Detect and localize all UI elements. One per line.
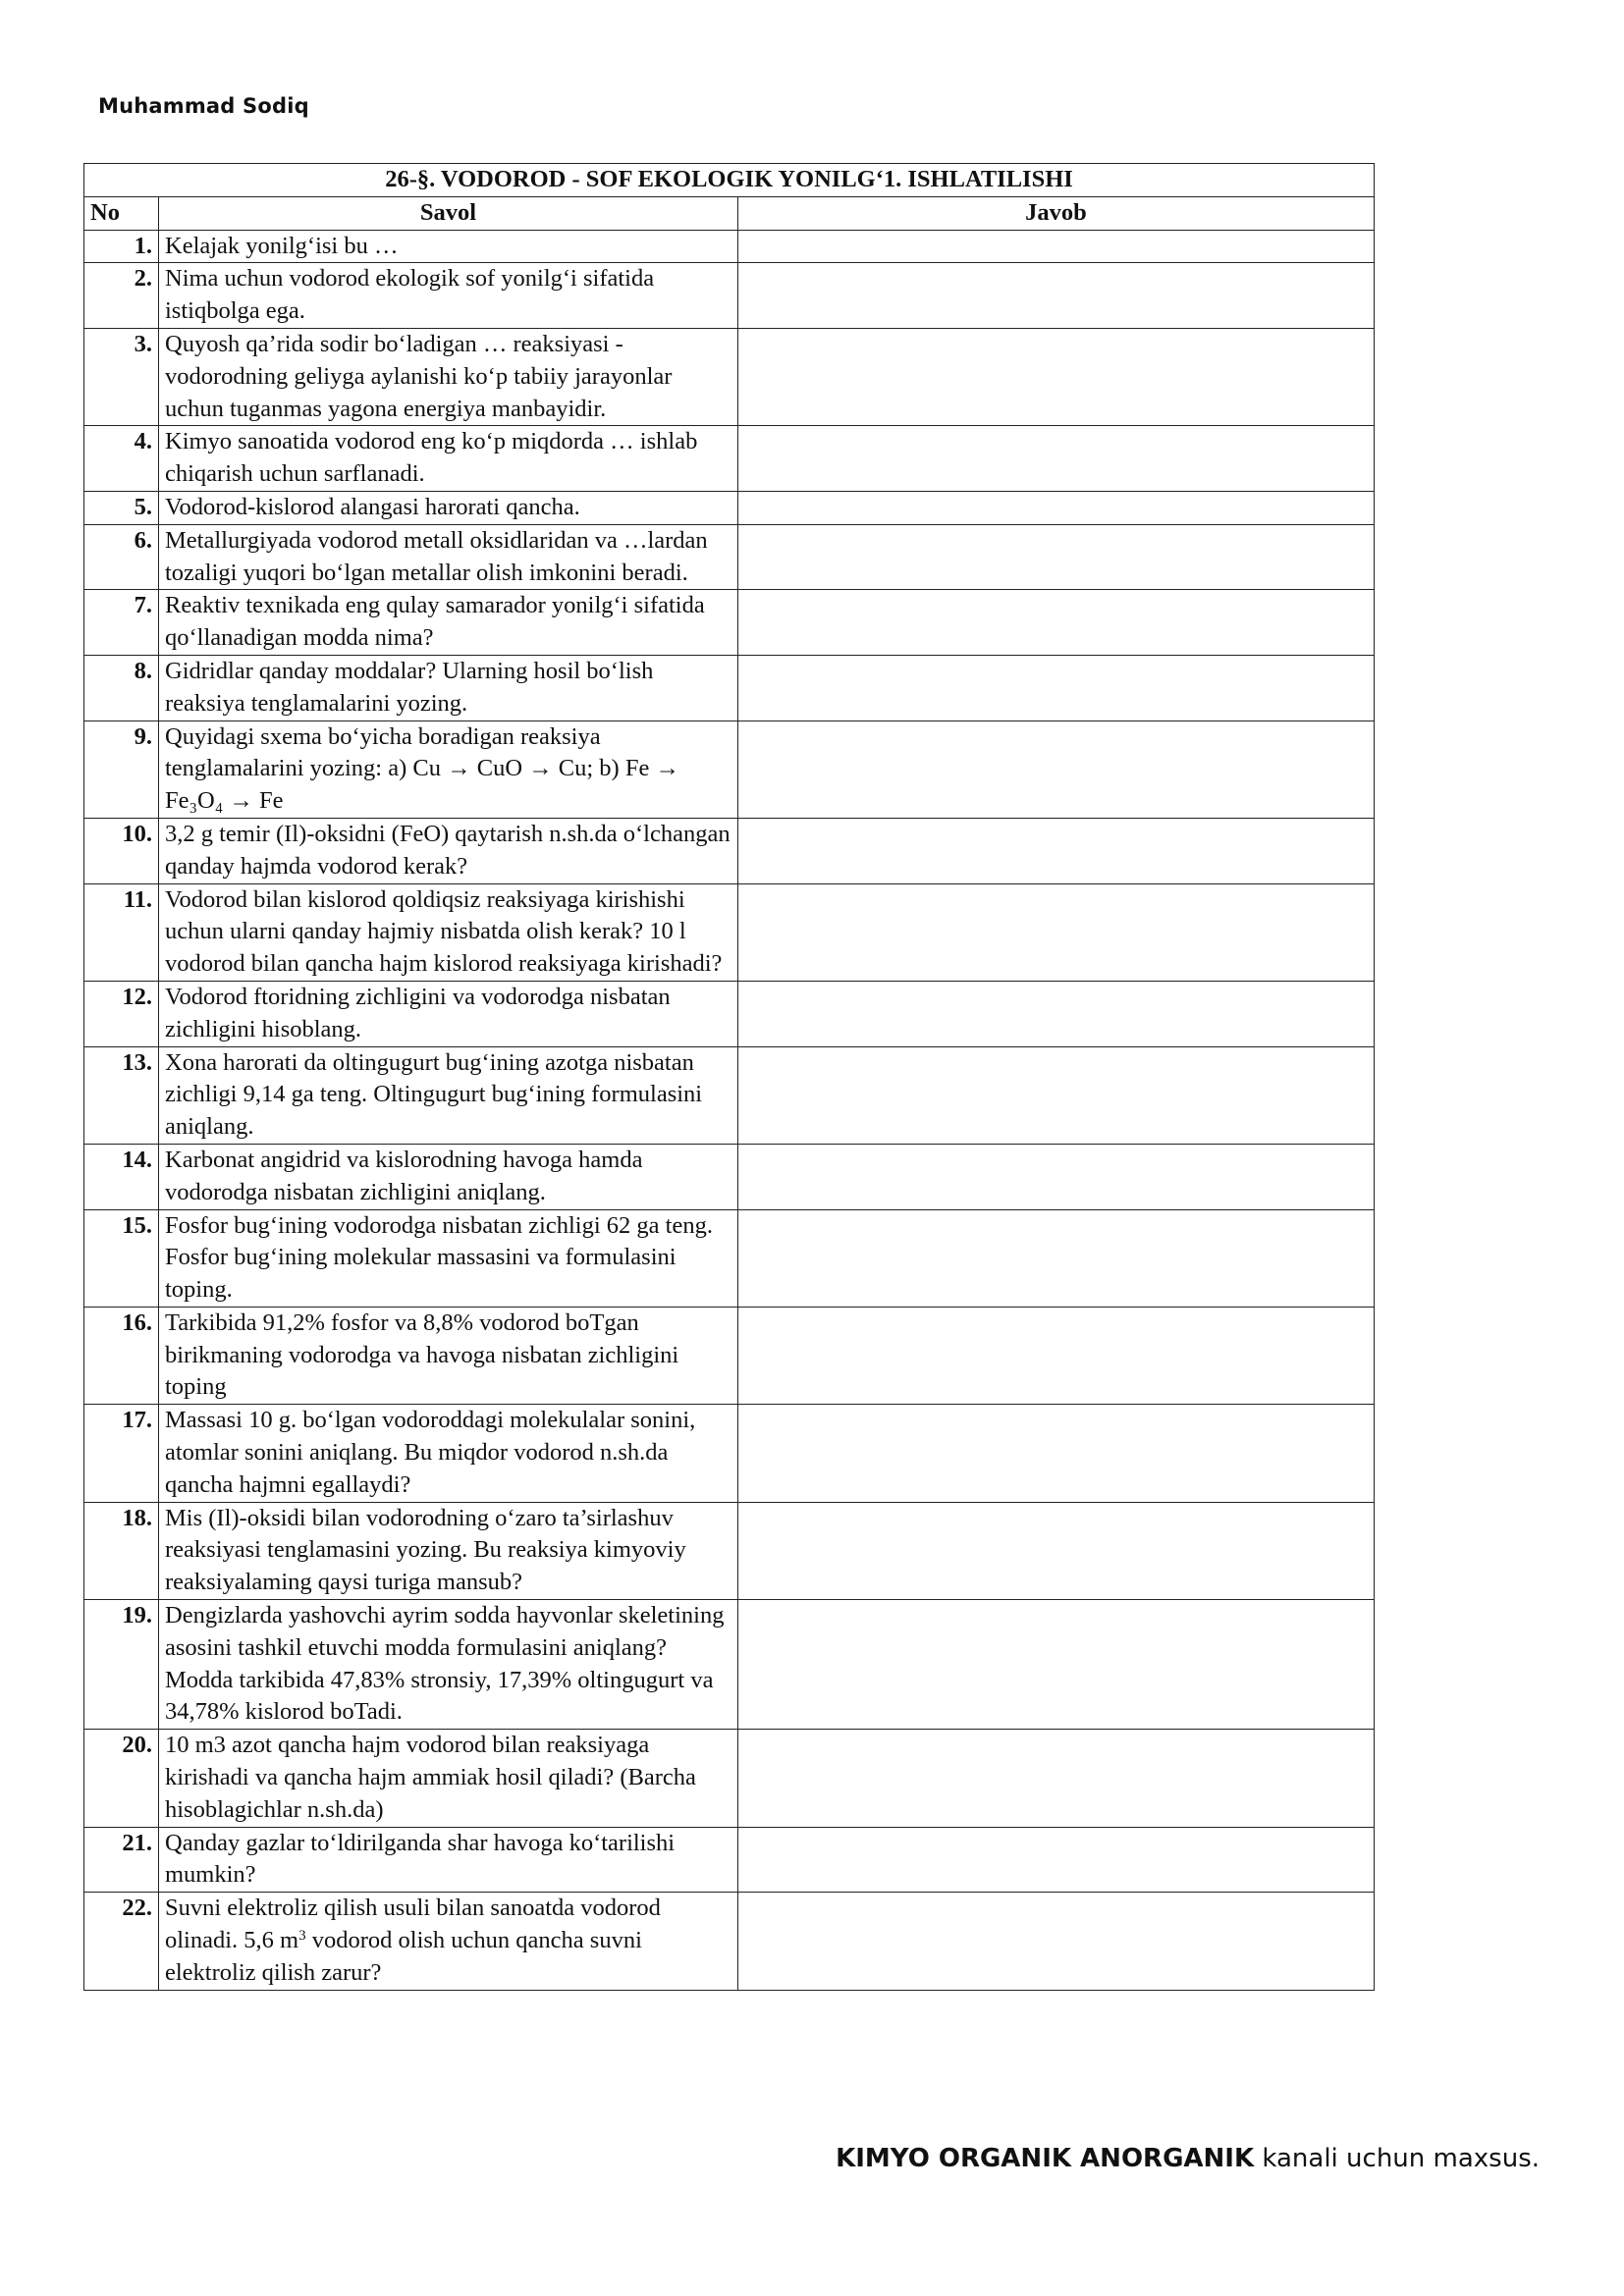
question-number: 12. [84,981,159,1046]
table-row [84,1827,1375,1893]
table-row [84,981,1375,1046]
question-text [159,1893,738,1990]
question-number: 20. [84,1730,159,1827]
author-name: Muhammad Sodiq [98,94,309,118]
answer-cell [738,883,1375,981]
answer-cell [738,426,1375,492]
question-number: 17. [84,1405,159,1502]
table-row [84,1600,1375,1730]
question-text: Fosfor bug‘ining vodorodga nisbatan zichligi 62 ga teng. Fosfor bug‘ining molekular massasini va formulasini toping. [159,1209,738,1307]
question-table [83,163,1375,1991]
question-number: 11. [84,883,159,981]
table-row [84,883,1375,981]
question-text: Reaktiv texnikada eng qulay samarador yonilg‘i sifatida qo‘llanadigan modda nima? [159,590,738,656]
answer-cell [738,981,1375,1046]
question-number: 4. [84,426,159,492]
answer-cell [738,1730,1375,1827]
footer-text: kanali uchun maxsus. [1254,2144,1540,2173]
question-text: Massasi 10 g. bo‘lgan vodoroddagi molekulalar sonini, atomlar sonini aniqlang. Bu miqdor vodorod n.sh.da qancha hajmni egallaydi? [159,1405,738,1502]
question-text: 3,2 g temir (Il)-oksidni (FeO) qaytarish n.sh.da o‘lchangan qanday hajmda vodorod kerak? [159,818,738,883]
table-row [84,1730,1375,1827]
question-text: Quyosh qa’rida sodir bo‘ladigan … reaksiyasi - vodorodning geliyga aylanishi ko‘p tabiiy jarayonlar uchun tuganmas yagona energiya manbayidir. [159,328,738,425]
question-number: 8. [84,655,159,721]
question-text: Vodorod ftoridning zichligini va vodorodga nisbatan zichligini hisoblang. [159,981,738,1046]
table-row [84,1893,1375,1990]
table-row [84,263,1375,329]
table-header-row [84,196,1375,230]
question-number: 16. [84,1307,159,1404]
question-text: Gidridlar qanday moddalar? Ularning hosil bo‘lish reaksiya tenglamalarini yozing. [159,655,738,721]
table-row [84,655,1375,721]
superscript-exponent: 3 [298,1928,306,1945]
answer-cell [738,1307,1375,1404]
question-number: 14. [84,1144,159,1209]
answer-cell [738,1209,1375,1307]
answer-cell [738,1893,1375,1990]
table-row [84,524,1375,590]
footer-note [836,2144,1540,2173]
answer-cell [738,721,1375,818]
answer-cell [738,1046,1375,1144]
question-text: Tarkibida 91,2% fosfor va 8,8% vodorod boTgan birikmaning vodorodga va havoga nisbatan zichligini toping [159,1307,738,1404]
table-row [84,721,1375,818]
table-row [84,1502,1375,1599]
question-number: 15. [84,1209,159,1307]
table-row [84,1209,1375,1307]
answer-cell [738,1502,1375,1599]
question-number: 21. [84,1827,159,1893]
answer-cell [738,1827,1375,1893]
answer-cell [738,263,1375,329]
question-text: Dengizlarda yashovchi ayrim sodda hayvonlar skeletining asosini tashkil etuvchi modda formulasini aniqlang? Modda tarkibida 47,83% stronsiy, 17,39% oltingugurt va 34,78% kislorod boTadi. [159,1600,738,1730]
table-row [84,230,1375,263]
question-text: Karbonat angidrid va kislorodning havoga hamda vodorodga nisbatan zichligini aniqlang. [159,1144,738,1209]
question-number: 22. [84,1893,159,1990]
question-number: 18. [84,1502,159,1599]
question-text: Kimyo sanoatida vodorod eng ko‘p miqdorda … ishlab chiqarish uchun sarflanadi. [159,426,738,492]
question-text: Kelajak yonilg‘isi bu … [159,230,738,263]
question-number: 10. [84,818,159,883]
answer-cell [738,590,1375,656]
answer-cell [738,230,1375,263]
table-row [84,1046,1375,1144]
question-text: Mis (Il)-oksidi bilan vodorodning o‘zaro ta’sirlashuv reaksiyasi tenglamasini yozing. Bu reaksiya kimyoviy reaksiyalaming qaysi turiga mansub? [159,1502,738,1599]
question-number: 7. [84,590,159,656]
question-text: Nima uchun vodorod ekologik sof yonilg‘i sifatida istiqbolga ega. [159,263,738,329]
question-text-part: Suvni elektroliz qilish usuli bilan sanoatda vodorod olinadi. 5,6 m [165,1895,661,1954]
column-header-answer: Javob [738,196,1375,230]
question-number: 13. [84,1046,159,1144]
table-row [84,491,1375,524]
question-number: 3. [84,328,159,425]
question-number: 1. [84,230,159,263]
question-number: 5. [84,491,159,524]
table-title-row [84,164,1375,197]
answer-cell [738,491,1375,524]
table-row [84,426,1375,492]
table-row [84,1307,1375,1404]
question-number: 9. [84,721,159,818]
question-text: Xona harorati da oltingugurt bug‘ining azotga nisbatan zichligi 9,14 ga teng. Oltingugurt bug‘ining formulasini aniqlang. [159,1046,738,1144]
answer-cell [738,328,1375,425]
question-text: Metallurgiyada vodorod metall oksidlaridan va …lardan tozaligi yuqori bo‘lgan metallar olish imkonini beradi. [159,524,738,590]
answer-cell [738,1600,1375,1730]
question-text: Quyidagi sxema bo‘yicha boradigan reaksiya tenglamalarini yozing: a) Cu → CuO → Cu; b) Fe → Fe₃O₄ → Fe [159,721,738,818]
answer-cell [738,1405,1375,1502]
column-header-question: Savol [159,196,738,230]
table-row [84,590,1375,656]
table-row [84,328,1375,425]
question-text-part: vodorod olish uchun qancha suvni elektroliz qilish zarur? [165,1927,642,1986]
question-number: 2. [84,263,159,329]
question-text: Qanday gazlar to‘ldirilganda shar havoga ko‘tarilishi mumkin? [159,1827,738,1893]
question-text: 10 m3 azot qancha hajm vodorod bilan reaksiyaga kirishadi va qancha hajm ammiak hosil qiladi? (Barcha hisoblagichlar n.sh.da) [159,1730,738,1827]
answer-cell [738,524,1375,590]
table-title: 26-§. VODOROD - SOF EKOLOGIK YONILG‘1. ISHLATILISHI [84,164,1375,197]
question-number: 6. [84,524,159,590]
footer-channel-name: KIMYO ORGANIK ANORGANIK [836,2144,1255,2173]
table-row [84,818,1375,883]
answer-cell [738,818,1375,883]
column-header-no: No [84,196,159,230]
answer-cell [738,655,1375,721]
question-number: 19. [84,1600,159,1730]
question-text: Vodorod-kislorod alangasi harorati qancha. [159,491,738,524]
question-text: Vodorod bilan kislorod qoldiqsiz reaksiyaga kirishishi uchun ularni qanday hajmiy nisbatda olish kerak? 10 l vodorod bilan qancha hajm kislorod reaksiyaga kirishadi? [159,883,738,981]
answer-cell [738,1144,1375,1209]
table-row [84,1144,1375,1209]
table-row [84,1405,1375,1502]
